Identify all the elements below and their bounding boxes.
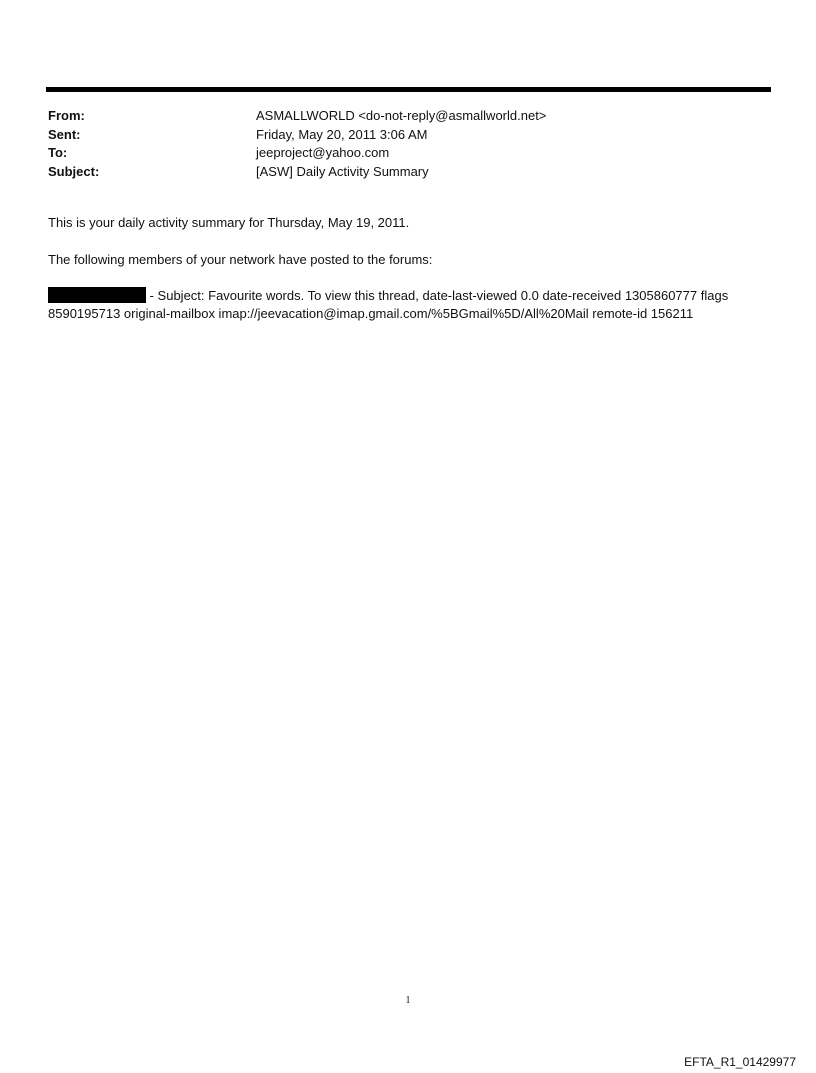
subject-value: [ASW] Daily Activity Summary: [256, 163, 429, 179]
to-label: To:: [48, 145, 68, 160]
page-number: 1: [405, 995, 411, 1006]
from-value: ASMALLWORLD <do-not-reply@asmallworld.net>: [256, 108, 547, 123]
to-row: [48, 144, 768, 163]
document-id: EFTA_R1_01429977: [684, 1055, 796, 1069]
email-header: [48, 107, 768, 181]
members-paragraph: The following members of your network have posted to the forums:: [48, 252, 433, 267]
subject-label: Subject:: [48, 163, 100, 179]
from-label: From:: [48, 108, 85, 123]
sent-row: [48, 126, 768, 145]
header-divider: [46, 87, 771, 92]
sent-value: Friday, May 20, 2011 3:06 AM: [256, 126, 428, 142]
summary-paragraph: This is your daily activity summary for Thursday, May 19, 2011.: [48, 215, 410, 230]
forum-post-text: - Subject: Favourite words. To view this thread, date-last-viewed 0.0 date-received 1305860777 flags 8590195713 original-mailbox imap://jeevacation@imap.gmail.com/%5BGmail%5D/All%20Mail remote-id 156211: [48, 288, 729, 321]
subject-row: [48, 163, 768, 182]
from-row: [48, 107, 768, 126]
sent-label: Sent:: [48, 126, 81, 142]
forum-post-paragraph: [48, 287, 768, 323]
to-value: jeeproject@yahoo.com: [256, 145, 390, 160]
redaction-block: [48, 287, 146, 303]
